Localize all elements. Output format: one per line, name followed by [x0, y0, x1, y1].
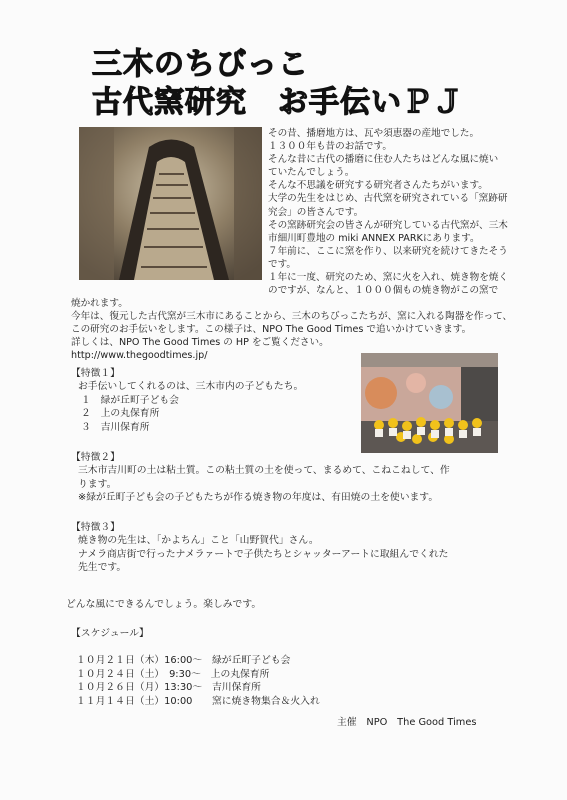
schedule-row: １０月２１日（木）16:00～ 緑が丘町子ども会 [76, 655, 291, 666]
feature-1-heading: 【特徴１】 [71, 368, 120, 379]
intro-line: 市細川町豊地の miki ANNEX PARKにあります。 [268, 232, 480, 244]
feature-3-line: 先生です。 [78, 562, 127, 574]
body-line: 詳しくは、NPO The Good Times の HP をご覧ください。 [71, 337, 329, 349]
feature-3-heading: 【特徴３】 [71, 522, 120, 533]
list-item: ２ 上の丸保育所 [81, 408, 160, 420]
body-line: 今年は、復元した古代窯が三木市にあることから、三木のちびっこたちが、窯に入れる陶器を作って、 [71, 311, 513, 323]
kiln-tunnel-photo [79, 127, 262, 280]
feature-2-heading: 【特徴２】 [71, 452, 120, 463]
intro-line: １３００年も昔のお話です。 [268, 141, 392, 153]
feature-2-line: ります。 [78, 478, 117, 490]
intro-line: 究会」の皆さんです。 [268, 206, 364, 218]
feature-3-line: 焼き物の先生は、「かよちん」こと「山野賀代」さん。 [78, 535, 319, 547]
children-group-photo [361, 353, 498, 453]
feature-3-line: ナメラ商店街で行ったナメラァートで子供たちとシャッターアートに取組んでくれた [78, 548, 449, 560]
feature-3 [71, 521, 448, 575]
schedule-row: １０月２６日（月）13:30～ 吉川保育所 [76, 682, 261, 694]
list-item: １ 緑が丘町子ども会 [81, 394, 179, 406]
title-line-1: 三木のちびっこ [92, 47, 309, 82]
feature-2-line: 三木市吉川町の土は粘土質。この粘土質の土を使って、まるめて、こねこねして、作 [78, 465, 450, 477]
intro-line: そんな不思議を研究する研究者さんたちがいます。 [268, 180, 488, 192]
schedule-row: １１月１４日（土）10:00 窯に焼き物集合＆火入れ [76, 695, 320, 707]
feature-2-line: ※緑が丘町子ども会の子どもたちが作る焼き物の年度は、有田焼の土を使います。 [78, 492, 439, 504]
intro-line: のですが、なんと、１０００個もの焼き物がこの窯で [268, 285, 499, 297]
schedule-heading: 【スケジュール】 [71, 628, 149, 639]
intro-line: その窯跡研究会の皆さんが研究している古代窯が、三木 [268, 219, 508, 231]
feature-1 [71, 367, 303, 434]
intro-line: ていたんでしょう。 [268, 167, 355, 179]
intro-text [268, 127, 508, 297]
closing-text: どんな風にできるんでしょう。楽しみです。 [66, 599, 262, 610]
website-url[interactable]: http://www.thegoodtimes.jp/ [71, 350, 208, 362]
schedule-list [76, 654, 320, 708]
feature-1-lead: お手伝いしてくれるのは、三木市内の子どもたち。 [78, 381, 304, 393]
feature-2 [71, 451, 450, 505]
intro-line: その昔、播磨地方は、瓦や須恵器の産地でした。 [268, 128, 480, 139]
list-item: ３ 吉川保育所 [81, 421, 150, 433]
body-line: 焼かれます。 [71, 298, 128, 309]
title-line-2: 古代窯研究 お手伝いＰＪ [92, 85, 464, 120]
intro-line: ７年前に、ここに窯を作り、以来研究を続けてきたそう [268, 245, 508, 257]
intro-line: そんな昔に古代の播磨に住む人たちはどんな風に焼い [268, 154, 499, 166]
body-line: この研究のお手伝いをします。この様子は、NPO The Good Times で追いかけていきます。 [71, 324, 472, 336]
intro-line: です。 [268, 258, 297, 270]
schedule-row: １０月２４日（土） 9:30～ 上の丸保育所 [76, 668, 270, 680]
intro-line: １年に一度、研究のため、窯に火を入れ、焼き物を焼く [268, 272, 509, 284]
organizer-credit: 主催 NPO The Good Times [337, 717, 477, 728]
intro-line: 大学の先生をはじめ、古代窯を研究されている「窯跡研 [268, 193, 508, 205]
